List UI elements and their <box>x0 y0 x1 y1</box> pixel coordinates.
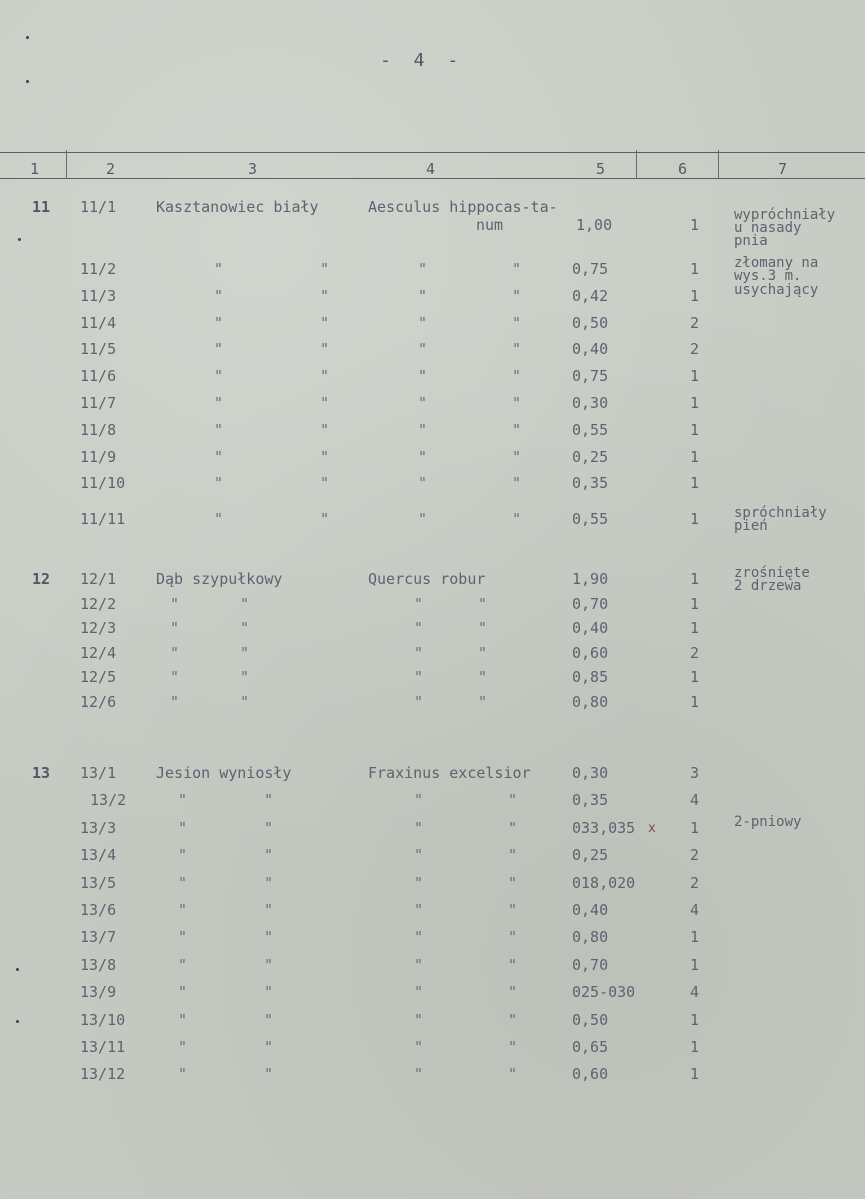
trunk-value: 025-030 <box>572 983 636 1002</box>
ditto-mark: " <box>508 791 518 810</box>
column-header-3: 3 <box>248 160 258 178</box>
ditto-mark: " <box>512 394 522 412</box>
ink-speck <box>26 36 29 39</box>
ditto-mark: " <box>414 619 424 638</box>
ditto-mark: " <box>478 619 488 638</box>
trunk-value: 0,40 <box>572 340 609 359</box>
ditto-mark: " <box>170 643 180 662</box>
ditto-mark: " <box>178 873 188 892</box>
ditto-mark: " <box>418 367 428 386</box>
remark: spróchniały <box>734 505 827 521</box>
ditto-mark: " <box>418 260 428 278</box>
ditto-mark: " <box>508 955 518 974</box>
trunk-value: 0,80 <box>572 693 609 711</box>
ditto-mark: " <box>512 286 522 305</box>
tree-count: 1 <box>690 955 700 974</box>
ditto-mark: " <box>414 955 424 974</box>
ditto-mark: " <box>178 818 188 837</box>
tree-count: 2 <box>690 340 700 359</box>
tree-count: 1 <box>690 367 700 386</box>
ditto-mark: " <box>264 1065 274 1084</box>
ditto-mark: " <box>320 367 330 386</box>
ditto-mark: " <box>170 668 180 687</box>
trunk-value: 0,55 <box>572 510 609 528</box>
ditto-mark: " <box>418 474 428 493</box>
ditto-mark: " <box>418 340 428 359</box>
ditto-mark: " <box>240 594 250 613</box>
ditto-mark: " <box>478 594 488 613</box>
tree-count: 1 <box>690 1065 700 1084</box>
tree-id: 11/8 <box>80 420 117 439</box>
tree-id: 13/2 <box>90 791 127 810</box>
tree-count: 2 <box>690 313 700 332</box>
ditto-mark: " <box>508 983 518 1002</box>
ditto-mark: " <box>178 1065 188 1084</box>
ditto-mark: " <box>214 286 224 305</box>
page-number: - 4 - <box>380 50 465 71</box>
ink-speck <box>18 238 21 241</box>
trunk-value: 0,70 <box>572 955 609 974</box>
ditto-mark: " <box>418 313 428 332</box>
ditto-mark: " <box>418 510 428 528</box>
ditto-mark: " <box>414 983 424 1002</box>
tree-count: 1 <box>690 286 700 305</box>
tree-id: 11/4 <box>80 313 117 332</box>
tree-id: 13/3 <box>80 818 117 837</box>
trunk-value: 0,35 <box>572 474 609 493</box>
trunk-value: 0,50 <box>572 1010 609 1029</box>
common-name: Kasztanowiec biały <box>156 198 319 216</box>
ditto-mark: " <box>508 846 518 865</box>
ditto-mark: " <box>264 846 274 865</box>
ditto-mark: " <box>214 340 224 359</box>
ditto-mark: " <box>320 474 330 493</box>
tree-id: 11/7 <box>80 394 117 412</box>
ditto-mark: " <box>508 901 518 919</box>
tree-count: 4 <box>690 901 700 919</box>
tree-count: 1 <box>690 594 700 613</box>
ditto-mark: " <box>414 846 424 865</box>
tree-id: 12/6 <box>80 693 117 711</box>
ditto-mark: " <box>178 846 188 865</box>
tree-id: 13/8 <box>80 955 117 974</box>
ditto-mark: " <box>512 510 522 528</box>
ditto-mark: " <box>170 594 180 613</box>
ditto-mark: " <box>264 791 274 810</box>
trunk-value: 0,60 <box>572 1065 609 1084</box>
ditto-mark: " <box>508 1065 518 1084</box>
tree-count: 1 <box>690 420 700 439</box>
remark: zrośnięte <box>734 565 810 581</box>
latin-name: Aesculus hippocas-ta- <box>368 198 558 216</box>
ditto-mark: " <box>512 367 522 386</box>
tree-id: 11/10 <box>80 474 126 493</box>
ditto-mark: " <box>414 873 424 892</box>
ditto-mark: " <box>214 313 224 332</box>
ditto-mark: " <box>214 474 224 493</box>
ditto-mark: " <box>170 693 180 711</box>
latin-name-continued: num <box>476 216 504 234</box>
trunk-value: 0,50 <box>572 313 609 332</box>
tree-count: 1 <box>690 619 700 638</box>
trunk-value: 0,25 <box>572 447 609 466</box>
column-divider <box>718 150 719 178</box>
ditto-mark: " <box>240 643 250 662</box>
ditto-mark: " <box>178 983 188 1002</box>
ditto-mark: " <box>178 1010 188 1029</box>
tree-count: 1 <box>690 510 700 528</box>
trunk-value: 0,25 <box>572 846 609 865</box>
tree-id: 12/5 <box>80 668 117 687</box>
remark: pień <box>734 518 768 534</box>
column-header-6: 6 <box>678 160 688 178</box>
ditto-mark: " <box>414 668 424 687</box>
ditto-mark: " <box>178 901 188 919</box>
ditto-mark: " <box>478 693 488 711</box>
tree-id: 13/5 <box>80 873 117 892</box>
ditto-mark: " <box>508 1038 518 1056</box>
tree-count: 1 <box>690 1010 700 1029</box>
tree-id: 12/3 <box>80 619 117 638</box>
tree-id: 13/1 <box>80 764 117 782</box>
ditto-mark: " <box>264 1038 274 1056</box>
trunk-value: 0,30 <box>572 394 609 412</box>
column-header-2: 2 <box>106 160 116 178</box>
ditto-mark: " <box>414 818 424 837</box>
ditto-mark: " <box>414 1010 424 1029</box>
ditto-mark: " <box>418 420 428 439</box>
trunk-value: 018,020 <box>572 873 636 892</box>
ditto-mark: " <box>320 420 330 439</box>
ditto-mark: " <box>414 901 424 919</box>
ditto-mark: " <box>240 668 250 687</box>
trunk-value: 0,40 <box>572 901 609 919</box>
tree-id: 13/4 <box>80 846 117 865</box>
column-header-7: 7 <box>778 160 788 178</box>
tree-count: 3 <box>690 764 700 782</box>
ditto-mark: " <box>264 818 274 837</box>
trunk-value: 0,75 <box>572 367 609 386</box>
common-name: Dąb szypułkowy <box>156 570 283 588</box>
ditto-mark: " <box>214 260 224 278</box>
ink-speck <box>16 1020 19 1023</box>
common-name: Jesion wyniosły <box>156 764 292 782</box>
header-bottom-rule <box>0 178 865 179</box>
ditto-mark: " <box>264 955 274 974</box>
ditto-mark: " <box>414 594 424 613</box>
ditto-mark: " <box>178 955 188 974</box>
column-header-4: 4 <box>426 160 436 178</box>
tree-id: 11/2 <box>80 260 117 278</box>
trunk-value: 0,30 <box>572 764 609 782</box>
ditto-mark: " <box>508 818 518 837</box>
tree-count: 1 <box>690 394 700 412</box>
tree-id: 11/5 <box>80 340 117 359</box>
tree-count: 4 <box>690 983 700 1002</box>
ditto-mark: " <box>214 394 224 412</box>
ditto-mark: " <box>320 260 330 278</box>
tree-id: 11/11 <box>80 510 126 528</box>
ditto-mark: " <box>178 791 188 810</box>
remark: złomany na <box>734 255 819 271</box>
tree-count: 1 <box>690 1038 700 1056</box>
ditto-mark: " <box>320 340 330 359</box>
remark: wypróchniały <box>734 207 836 223</box>
tree-id: 13/6 <box>80 901 117 919</box>
ditto-mark: " <box>418 447 428 466</box>
ink-speck <box>16 968 19 971</box>
tree-count: 1 <box>690 474 700 493</box>
trunk-value: 0,75 <box>572 260 609 278</box>
tree-count: 1 <box>690 928 700 947</box>
ditto-mark: " <box>320 313 330 332</box>
ditto-mark: " <box>214 367 224 386</box>
ditto-mark: " <box>414 928 424 947</box>
remark: pnia <box>734 233 768 249</box>
tree-id: 13/7 <box>80 928 117 947</box>
trunk-value: 0,40 <box>572 619 609 638</box>
tree-id: 12/1 <box>80 570 117 588</box>
ditto-mark: " <box>478 643 488 662</box>
trunk-value: 0,42 <box>572 286 609 305</box>
ditto-mark: " <box>264 928 274 947</box>
ditto-mark: " <box>264 901 274 919</box>
tree-id: 11/6 <box>80 367 117 386</box>
tree-count: 1 <box>690 260 700 278</box>
tree-count: 1 <box>690 447 700 466</box>
ditto-mark: " <box>414 643 424 662</box>
ditto-mark: " <box>178 1038 188 1056</box>
tree-count: 1 <box>690 216 700 234</box>
trunk-value: 0,85 <box>572 668 609 687</box>
remark: u nasady <box>734 220 802 236</box>
remark: usychający <box>734 281 819 298</box>
ditto-mark: " <box>418 394 428 412</box>
ditto-mark: " <box>512 340 522 359</box>
ditto-mark: " <box>508 873 518 892</box>
tree-id: 11/9 <box>80 447 117 466</box>
tree-id: 12/2 <box>80 594 117 613</box>
ditto-mark: " <box>170 619 180 638</box>
ink-speck <box>26 80 29 83</box>
tree-count: 1 <box>690 693 700 711</box>
header-top-rule <box>0 152 865 153</box>
latin-name: Fraxinus excelsior <box>368 764 531 782</box>
trunk-value: 1,00 <box>576 216 613 234</box>
trunk-value: 1,90 <box>572 570 609 588</box>
tree-id: 12/4 <box>80 643 117 662</box>
trunk-value: 0,55 <box>572 420 609 439</box>
ditto-mark: " <box>240 693 250 711</box>
ditto-mark: " <box>512 447 522 466</box>
ditto-mark: " <box>414 693 424 711</box>
trunk-value: 0,60 <box>572 643 609 662</box>
ditto-mark: " <box>240 619 250 638</box>
ditto-mark: " <box>414 791 424 810</box>
tree-count: 2 <box>690 846 700 865</box>
correction-mark: x <box>648 820 656 836</box>
trunk-value: 0,35 <box>572 791 609 810</box>
tree-id: 13/10 <box>80 1010 126 1029</box>
ditto-mark: " <box>264 983 274 1002</box>
tree-id: 11/3 <box>80 286 117 305</box>
tree-count: 1 <box>690 668 700 687</box>
tree-id: 13/12 <box>80 1065 126 1084</box>
ditto-mark: " <box>512 260 522 278</box>
ditto-mark: " <box>512 313 522 332</box>
remark: 2-pniowy <box>734 813 802 830</box>
ditto-mark: " <box>320 510 330 528</box>
ditto-mark: " <box>214 510 224 528</box>
group-number: 11 <box>32 198 51 216</box>
column-divider <box>66 150 67 178</box>
remark: 2 drzewa <box>734 578 802 594</box>
ditto-mark: " <box>264 1010 274 1029</box>
remark: wys.3 m. <box>734 268 802 284</box>
ditto-mark: " <box>320 447 330 466</box>
tree-count: 1 <box>690 818 700 837</box>
latin-name: Quercus robur <box>368 570 486 588</box>
tree-id: 11/1 <box>80 198 117 216</box>
group-number: 12 <box>32 570 51 588</box>
tree-count: 2 <box>690 643 700 662</box>
column-divider <box>636 150 637 178</box>
trunk-value: 0,80 <box>572 928 609 947</box>
tree-count: 1 <box>690 570 700 588</box>
ditto-mark: " <box>508 928 518 947</box>
ditto-mark: " <box>508 1010 518 1029</box>
ditto-mark: " <box>214 447 224 466</box>
ditto-mark: " <box>264 873 274 892</box>
group-number: 13 <box>32 764 51 782</box>
trunk-value: 0,65 <box>572 1038 609 1056</box>
ditto-mark: " <box>320 286 330 305</box>
column-header-1: 1 <box>30 160 40 178</box>
ditto-mark: " <box>512 474 522 493</box>
ditto-mark: " <box>178 928 188 947</box>
ditto-mark: " <box>320 394 330 412</box>
trunk-value: 0,70 <box>572 594 609 613</box>
ditto-mark: " <box>478 668 488 687</box>
tree-count: 2 <box>690 873 700 892</box>
tree-id: 13/9 <box>80 983 117 1002</box>
column-header-5: 5 <box>596 160 606 178</box>
ditto-mark: " <box>414 1065 424 1084</box>
ditto-mark: " <box>512 420 522 439</box>
ditto-mark: " <box>414 1038 424 1056</box>
ditto-mark: " <box>418 286 428 305</box>
tree-count: 4 <box>690 791 700 810</box>
ditto-mark: " <box>214 420 224 439</box>
trunk-value: 033,035 <box>572 818 636 837</box>
tree-id: 13/11 <box>80 1038 126 1056</box>
